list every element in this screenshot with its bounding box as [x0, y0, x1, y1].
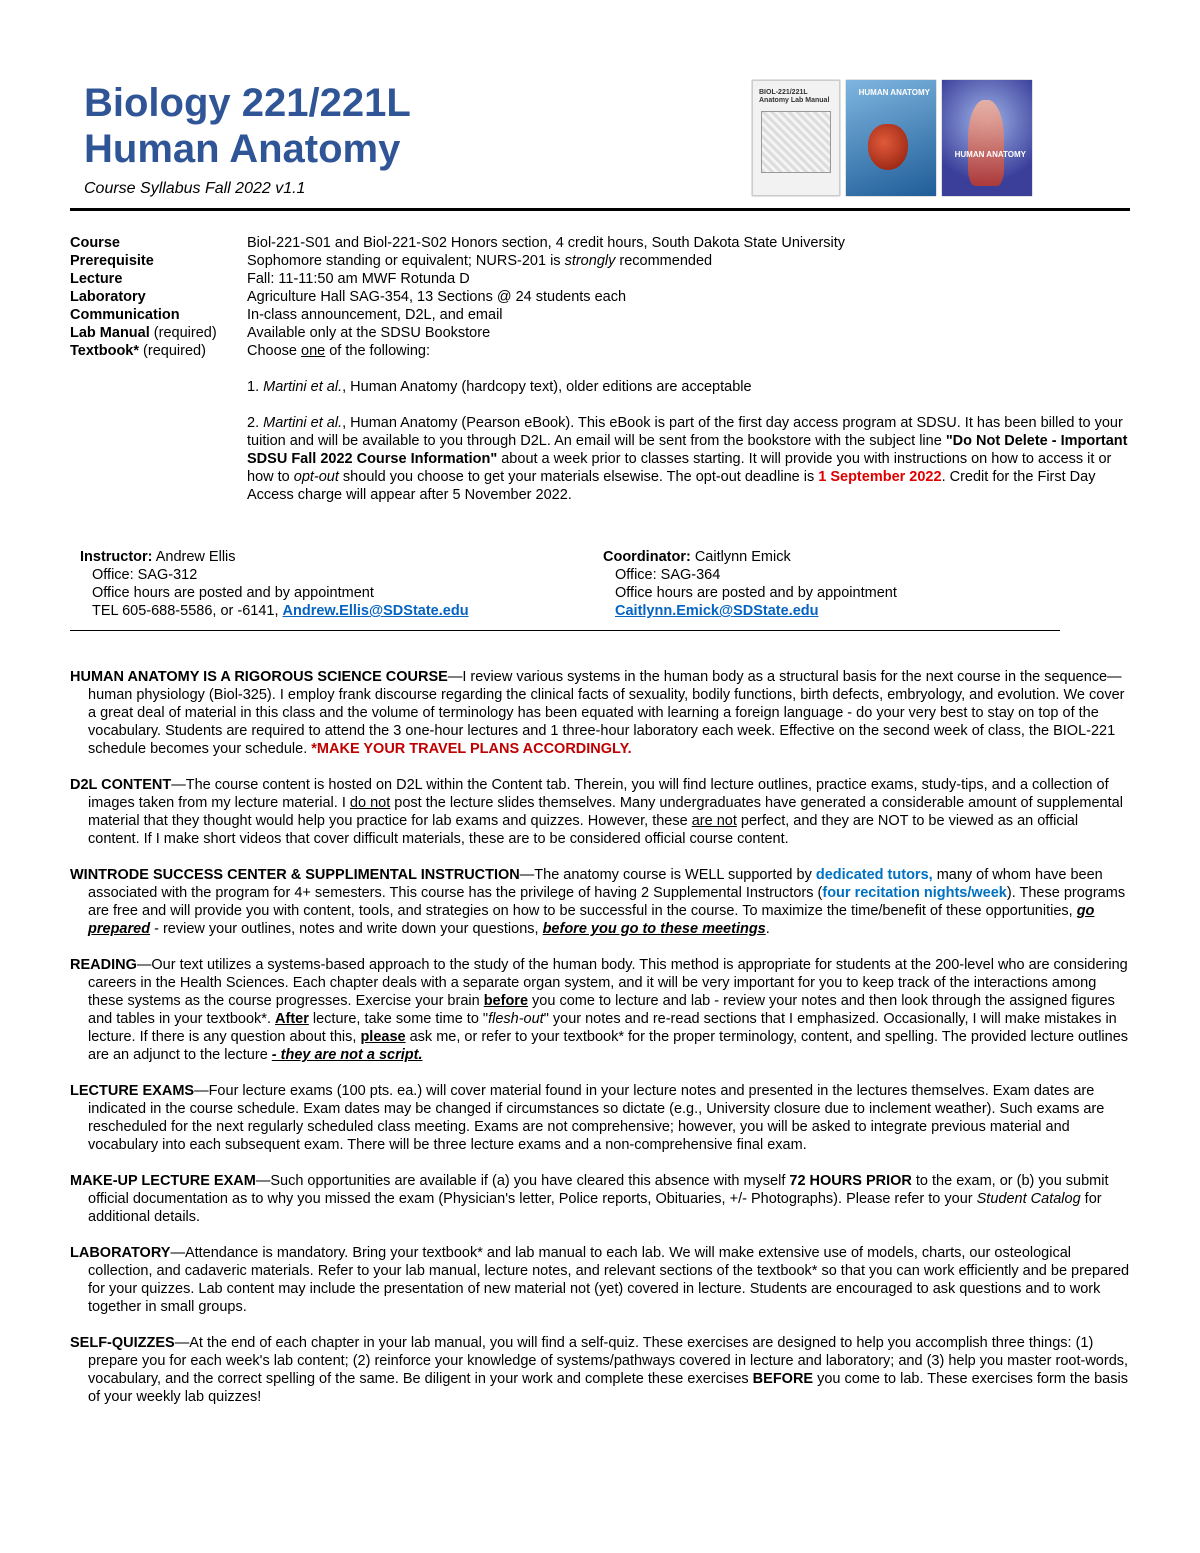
- section-self-quizzes: SELF-QUIZZES—At the end of each chapter in your lab manual, you will find a self-quiz. These exercises are designed to help you accomplish three things: (1) prepare you for each week's lab content; (2) reinforce your knowledge of systems/pathways covered in lecture and laboratory; and (3) help you master root-words, vocabulary, and the correct spelling of the same. Be diligent in your work and complete these exercises BEFORE you come to lab. These exercises form the basis of your weekly lab quizzes!: [70, 1335, 1129, 1405]
- info-row-lecture: [70, 270, 1140, 288]
- section-reading: READING—Our text utilizes a systems-based approach to the study of the human body. This method is appropriate for students at the 200-level who are considering careers in the Health Sciences. Each chapter deals with a separate organ system, and it will be very important for you to keep track of the interactions among these systems as the course progresses. Exercise your brain before you come to lecture and lab - review your notes and then look through the assigned figures and tables in your textbook*. After lecture, take some time to "flesh-out" your notes and re-read sections that I emphasized. Occasionally, I will make mistakes in lecture. If there is any question about this, please ask me, or refer to your textbook* for the proper terminology, content, and spelling. The provided lecture outlines are an adjunct to the lecture - they are not a script.: [70, 957, 1129, 1063]
- coordinator-name: Caitlynn Emick: [690, 549, 791, 565]
- lab-manual-cover: [752, 80, 840, 196]
- textbook-option-1: 1. Martini et al., Human Anatomy (hardcopy text), older editions are acceptable: [247, 379, 752, 395]
- info-label: Communication: [70, 307, 180, 323]
- book-covers: [752, 80, 1032, 196]
- info-label: Lab Manual: [70, 325, 150, 341]
- coordinator-label: Coordinator:: [603, 549, 691, 565]
- info-value: Biol-221-S01 and Biol-221-S02 Honors section, 4 credit hours, South Dakota State University: [247, 235, 846, 251]
- coordinator-hours: Office hours are posted and by appointment: [615, 585, 897, 601]
- info-label: Laboratory: [70, 289, 146, 305]
- coordinator-block: [603, 548, 897, 620]
- instructor-email-link[interactable]: Andrew.Ellis@SDState.edu: [282, 603, 469, 619]
- textbook-cover-title: HUMAN ANATOMY: [954, 150, 1026, 159]
- info-label: Prerequisite: [70, 253, 154, 269]
- instructor-office: Office: SAG-312: [92, 567, 198, 583]
- course-name: Human Anatomy: [84, 127, 401, 171]
- info-value: Fall: 11-11:50 am MWF Rotunda D: [247, 271, 470, 287]
- info-value: Available only at the SDSU Bookstore: [247, 325, 491, 341]
- section-makeup-exam: MAKE-UP LECTURE EXAM—Such opportunities are available if (a) you have cleared this absence with myself 72 HOURS PRIOR to the exam, or (b) you submit official documentation as to why you missed the exam (Physician's letter, Police reports, Obituaries, +/- Photographs). Please refer to your Student Catalog for additional details.: [70, 1173, 1109, 1225]
- course-info-table: [70, 234, 1140, 504]
- heart-icon: [868, 124, 908, 170]
- textbook-cover-body: [942, 80, 1032, 196]
- info-value: Agriculture Hall SAG-354, 13 Sections @ 24 students each: [247, 289, 627, 305]
- coordinator-office: Office: SAG-364: [615, 567, 721, 583]
- textbook-cover-heart: [846, 80, 936, 196]
- section-laboratory: LABORATORY—Attendance is mandatory. Bring your textbook* and lab manual to each lab. We will make extensive use of models, charts, our osteological collection, and cadaveric materials. Refer to your lab manual, lecture notes, and relevant sections of the textbook* so that you can work efficiently and be prepared for your quizzes. Lab content may include the presentation of new material not (yet) covered in lecture. Students are encouraged to ask questions and to work together in small groups.: [70, 1245, 1130, 1315]
- tutors-link[interactable]: dedicated tutors,: [815, 867, 933, 883]
- info-row-course: [70, 234, 1140, 252]
- section-success-center: WINTRODE SUCCESS CENTER & SUPPLIMENTAL INSTRUCTION—The anatomy course is WELL supported by dedicated tutors, many of whom have been associated with the program for 4+ semesters. This course has the privilege of having 2 Supplemental Instructors (four recitation nights/week). These programs are free and will provide you with content, tools, and strategies on how to be successful in the course. To maximize the time/benefit of these opportunities, go prepared - review your outlines, notes and write down your questions, before you go to these meetings.: [70, 867, 1126, 937]
- section-rigorous-course: HUMAN ANATOMY IS A RIGOROUS SCIENCE COURSE—I review various systems in the human body as a structural basis for the next course in the sequence— human physiology (Biol-325). I employ frank discourse regarding the clinical facts of sexuality, bodily functions, birth defects, embryology, and evolution. We cover a great deal of material in this class and the volume of terminology has been equated with learning a foreign language - do your very best to stay on top of the vocabulary. Students are required to attend the 3 one-hour lectures and 1 three-hour laboratory each week. Effective on the second week of class, the BIOL-221 schedule becomes your schedule. *MAKE YOUR TRAVEL PLANS ACCORDINGLY.: [70, 669, 1125, 757]
- textbook-option-2: 2. Martini et al., Human Anatomy (Pearson eBook). This eBook is part of the first day access program at SDSU. It has been billed to your tuition and will be available to you through D2L. An email will be sent from the bookstore with the subject line "Do Not Delete - Important SDSU Fall 2022 Course Information" about a week prior to classes starting. It will provide you with instructions on how to access it or how to opt-out should you choose to get your materials elsewise. The opt-out deadline is 1 September 2022. Credit for the First Day Access charge will appear after 5 November 2022.: [247, 415, 1128, 503]
- contacts-divider: [70, 630, 1060, 631]
- human-body-icon: [968, 100, 1004, 186]
- title-block: [84, 80, 411, 200]
- syllabus-subtitle: Course Syllabus Fall 2022 v1.1: [84, 180, 306, 197]
- recitation-link[interactable]: four recitation nights/week: [822, 885, 1007, 901]
- info-value: Choose one of the following: 1. Martini et al., Human Anatomy (hardcopy text), older editions are acceptable 2. Martini et al., Human Anatomy (Pearson eBook). This eBook is part of the first day access program at SDSU. It has been billed to your tuition and will be available to you through D2L. An email will be sent from the bookstore with the subject line "Do Not Delete - Important SDSU Fall 2022 Course Information" about a week prior to classes starting. It will provide you with instructions on how to access it or how to opt-out should you choose to get your materials elsewise. The opt-out deadline is 1 September 2022. Credit for the First Day Access charge will appear after 5 November 2022.: [247, 342, 1140, 504]
- lab-manual-cover-title: BIOL-221/221L Anatomy Lab Manual: [759, 89, 830, 104]
- info-label: Textbook*: [70, 343, 140, 359]
- info-label: Lecture: [70, 271, 123, 287]
- course-title: Biology 221/221L: [84, 81, 411, 125]
- section-d2l-content: D2L CONTENT—The course content is hosted on D2L within the Content tab. Therein, you will find lecture outlines, practice exams, study-tips, and a collection of images taken from my lecture material. I do not post the lecture slides themselves. Many undergraduates have generated a considerable amount of supplemental material that they thought would help you practice for lab exams and quizzes. However, these are not perfect, and they are NOT to be viewed as an official content. If I make short videos that cover difficult materials, these are to be considered official course content.: [70, 777, 1123, 847]
- syllabus-sections: [70, 668, 1132, 1424]
- instructor-block: [80, 548, 469, 620]
- coordinator-email-link[interactable]: Caitlynn.Emick@SDState.edu: [615, 603, 819, 619]
- skeleton-sketch-icon: [761, 111, 831, 173]
- section-lecture-exams: LECTURE EXAMS—Four lecture exams (100 pts. ea.) will cover material found in your lecture notes and presented in the lectures themselves. Exam dates are indicated in the course schedule. Exam dates may be changed if circumstances so dictate (e.g., University closure due to inclement weather). Such exams are rescheduled for the next regularly scheduled class meeting. Exams are not comprehensive; however, you will be asked to integrate previous material and vocabulary into each subsequent exam. There will be three lecture exams and a non-comprehensive final exam.: [70, 1083, 1105, 1153]
- textbook-cover-title: HUMAN ANATOMY: [858, 88, 930, 97]
- opt-out-deadline: 1 September 2022: [818, 469, 942, 485]
- info-row-prerequisite: [70, 252, 1140, 270]
- instructor-label: Instructor:: [80, 549, 153, 565]
- header-divider: [70, 208, 1130, 211]
- info-row-laboratory: [70, 288, 1140, 306]
- info-label: Course: [70, 235, 120, 251]
- instructor-name: Andrew Ellis: [152, 549, 236, 565]
- info-value: In-class announcement, D2L, and email: [247, 307, 503, 323]
- info-value: Sophomore standing or equivalent; NURS-201 is strongly recommended: [247, 253, 713, 269]
- info-row-communication: [70, 306, 1140, 324]
- instructor-phone: TEL 605-688-5586, or -6141,: [92, 603, 283, 619]
- info-row-lab-manual: Lab Manual (required) Available only at the SDSU Bookstore: [70, 324, 1140, 342]
- instructor-hours: Office hours are posted and by appointment: [92, 585, 374, 601]
- info-row-textbook: Textbook* (required) Choose one of the following: 1. Martini et al., Human Anatomy (hardcopy text), older editions are acceptable 2. Martini et al., Human Anatomy (Pearson eBook). This eBook is part of the first day access program at SDSU. It has been billed to your tuition and will be available to you through D2L. An email will be sent from the bookstore with the subject line "Do Not Delete - Important SDSU Fall 2022 Course Information" about a week prior to classes starting. It will provide you with instructions on how to access it or how to opt-out should you choose to get your materials elsewise. The opt-out deadline is 1 September 2022. Credit for the First Day Access charge will appear after 5 November 2022.: [70, 342, 1140, 504]
